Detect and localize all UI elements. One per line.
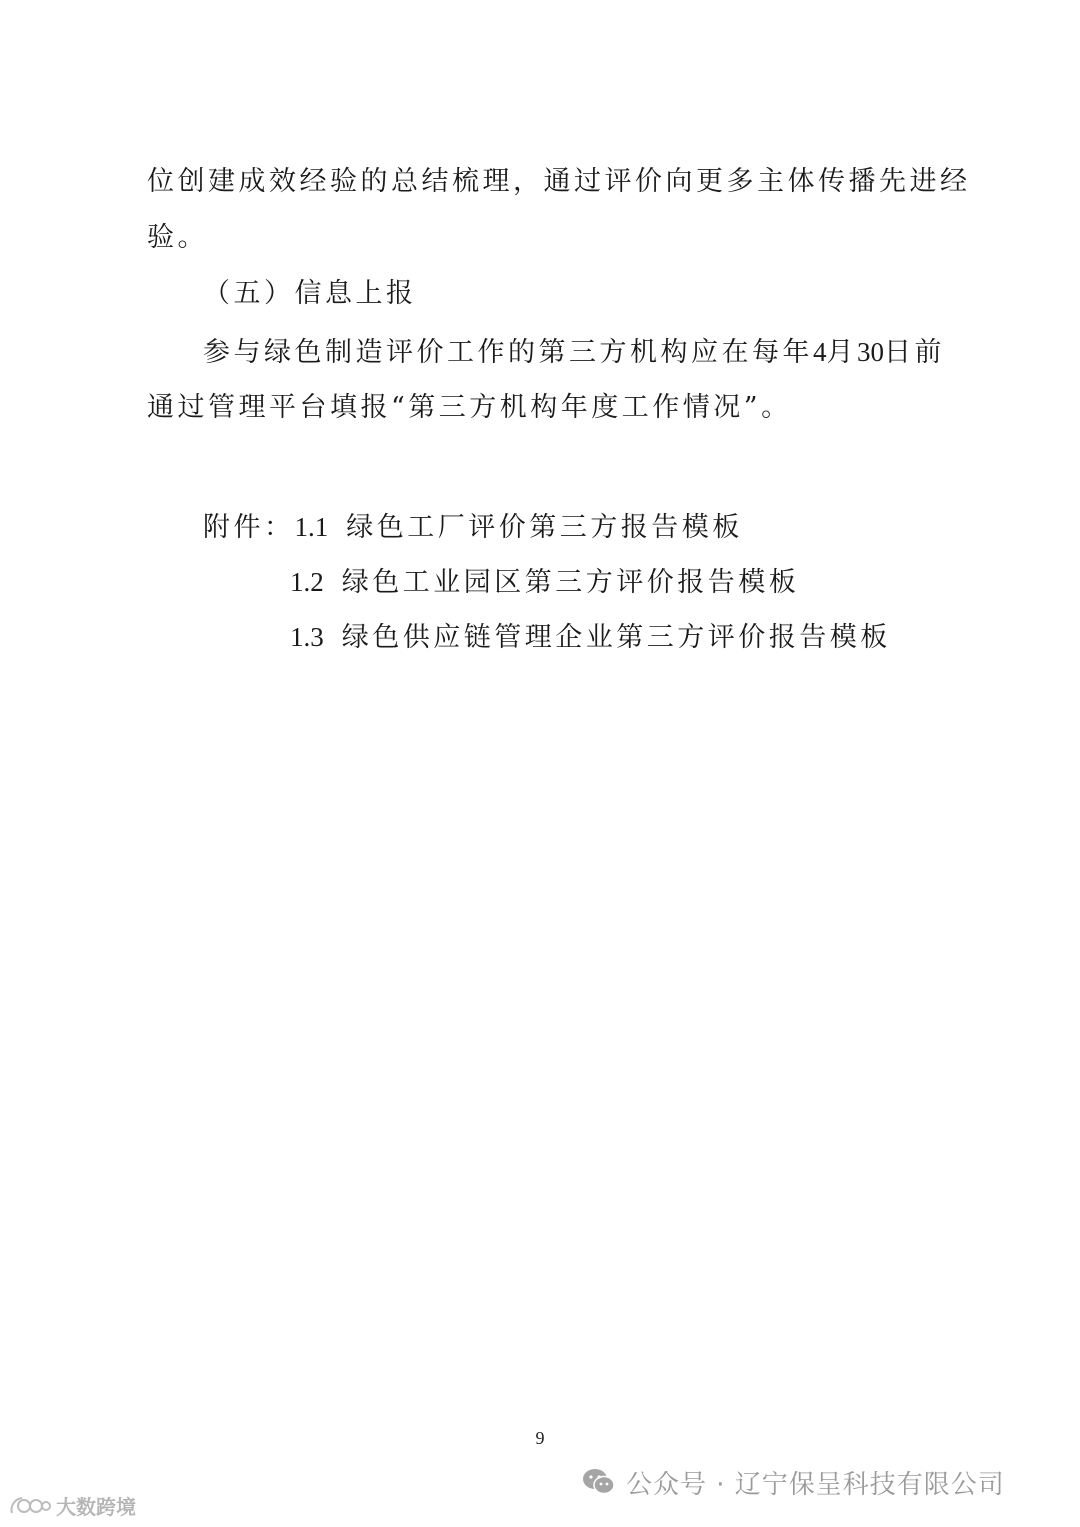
attachment-number: 1.3 (290, 622, 324, 652)
paragraph-line: 位创建成效经验的总结梳理，通过评价向更多主体传播先进经 (147, 166, 971, 197)
section-heading: （五）信息上报 (203, 278, 417, 309)
weibo-icon (8, 1493, 52, 1517)
attachment-number: 1.1 (294, 512, 329, 542)
day-number: 30 (857, 337, 884, 367)
text-segment: 参与绿色制造评价工作的第三方机构应在每年 (203, 337, 813, 368)
paragraph-line: 通过管理平台填报“第三方机构年度工作情况”。 (147, 392, 792, 423)
wechat-watermark (582, 1462, 1005, 1502)
attachment-item (290, 562, 799, 603)
watermark-text: 公众号 · 辽宁保呈科技有限公司 (626, 1469, 1005, 1500)
attachments-label: 附件： (203, 512, 295, 543)
attachment-number: 1.2 (290, 567, 324, 597)
attachment-title: 绿色工厂评价第三方报告模板 (346, 512, 743, 543)
text-segment: 日前 (884, 337, 945, 368)
attachment-title: 绿色供应链管理企业第三方评价报告模板 (341, 622, 891, 653)
month-number: 4 (813, 337, 827, 367)
attachment-item (203, 507, 743, 548)
attachment-item (290, 617, 891, 658)
wechat-icon (582, 1467, 616, 1497)
page-number: 9 (535, 1428, 545, 1448)
text-segment: 月 (826, 337, 857, 368)
weibo-watermark (8, 1490, 136, 1520)
watermark-text: 大数跨境 (56, 1494, 136, 1519)
attachment-title: 绿色工业园区第三方评价报告模板 (341, 567, 800, 598)
paragraph-line: 验。 (147, 222, 208, 253)
paragraph-line (203, 332, 945, 373)
